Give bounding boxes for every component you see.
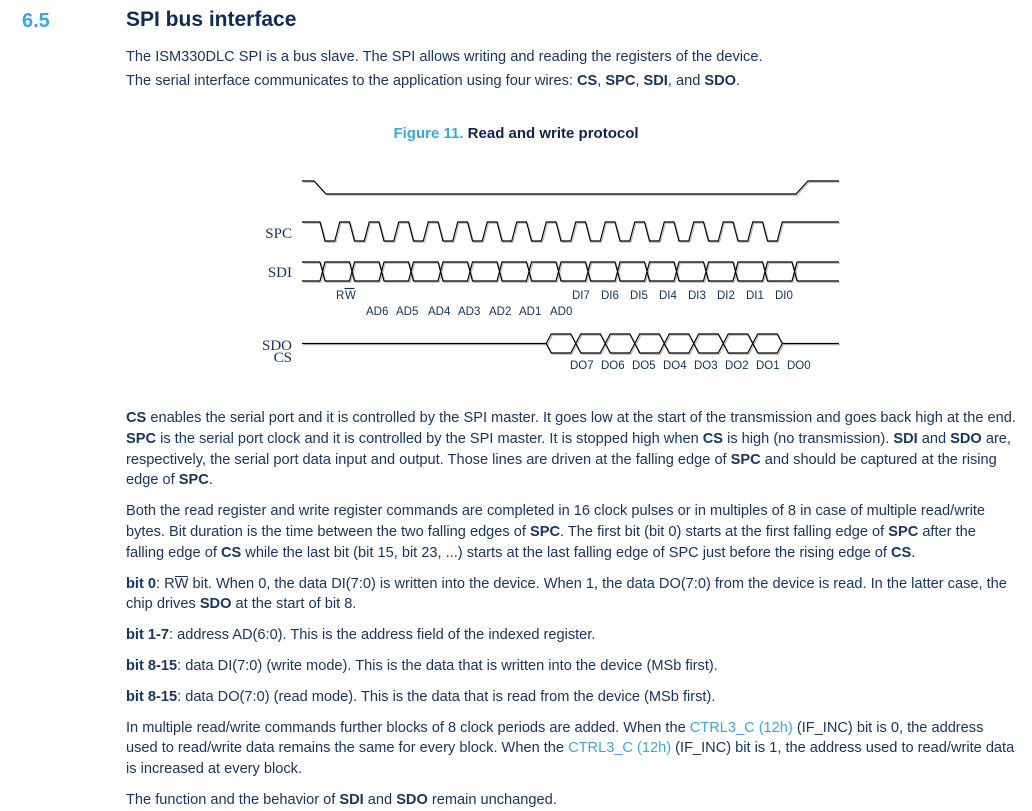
p1-t10: are, respectively, the serial port data input and output. Those lines are driven at the falling edge of — [126, 430, 1011, 468]
p2-t3: . The first bit (bit 0) starts at the first falling edge of — [560, 523, 889, 540]
intro-line-2-end: . — [736, 73, 741, 89]
p3-t6: at the start of bit 8. — [231, 596, 357, 613]
section-heading — [0, 8, 1032, 44]
data-in-bit-labels — [572, 290, 793, 302]
bit-label-ad6: AD6 — [366, 306, 389, 318]
bit-label-ad1: AD1 — [519, 306, 542, 318]
p1-t2: enables the serial port and it is controlled by the SPI master. It goes low at the start of the transmission and goes back high at the end. — [146, 410, 1016, 426]
paragraph-clock-pulses — [126, 501, 1018, 563]
signal-label-cs: CS — [273, 350, 292, 366]
bold-bit-0: bit 0 — [126, 575, 156, 592]
signal-label-sdi: SDI — [267, 265, 292, 281]
p4-t2: : address AD(6:0). This is the address field of the indexed register. — [168, 627, 596, 644]
body-text — [126, 408, 1018, 811]
intro-paragraphs — [126, 46, 1016, 94]
bold-bit-8-15-write: bit 8-15 — [126, 657, 178, 674]
p3-t2: : R — [156, 575, 175, 592]
bold-sdo-3: SDO — [396, 791, 428, 808]
sep-3: , and — [667, 73, 705, 89]
signal-name-cs: CS — [577, 73, 598, 89]
p3-t4: bit. When 0, the data DI(7:0) is written into the device. When 1, the data DO(7:0) from the device is read. In the latter case, the chip drives — [126, 575, 1007, 613]
timing-diagram — [0, 160, 1032, 385]
bold-cs-3: CS — [220, 544, 242, 561]
waveform-sdi — [302, 262, 840, 282]
bold-cs-2: CS — [702, 430, 724, 447]
bit-label-di7: DI7 — [572, 290, 590, 302]
bold-spc-2: SPC — [730, 451, 761, 468]
signal-name-spc: SPC — [605, 73, 636, 89]
bit-label-di1: DI1 — [746, 290, 764, 302]
paragraph-bit-1-7 — [126, 625, 1018, 646]
paragraph-cs-spc-description — [126, 408, 1018, 491]
p1-t8: and — [917, 430, 951, 447]
intro-line-2-prefix: The serial interface communicates to the application using four wires: — [126, 73, 578, 89]
register-link-ctrl3c-2[interactable]: CTRL3_C (12h) — [568, 740, 672, 757]
p1-t14: . — [208, 472, 213, 489]
data-out-bit-labels — [570, 360, 811, 372]
bit-label-di4: DI4 — [659, 290, 677, 302]
bold-sdi-1: SDI — [893, 430, 918, 447]
p7-t3: (IF_INC) bit is 0, the address used to read/write data remains the same for every block. When the — [126, 719, 984, 757]
p1-t6: is high (no transmission). — [723, 430, 894, 447]
bit-label-di3: DI3 — [688, 290, 706, 302]
p2-t7: while the last bit (bit 15, bit 23, ...) starts at the last falling edge of SPC just before the rising edge of — [241, 544, 891, 561]
p7-t5: (IF_INC) bit is 1, the address used to read/write data is increased at every block. — [126, 740, 1015, 778]
bit-label-ad3: AD3 — [458, 306, 481, 318]
paragraph-bit-8-15-write — [126, 656, 1018, 677]
bit-label-do3: DO3 — [694, 360, 718, 372]
bold-sdi-2: SDI — [339, 791, 364, 808]
p8-t5: remain unchanged. — [427, 791, 557, 808]
bold-spc-5: SPC — [888, 523, 919, 540]
p8-t1: The function and the behavior of — [126, 791, 340, 808]
p2-t9: . — [911, 544, 916, 561]
paragraph-function-behavior — [126, 790, 1018, 811]
p6-t2: : data DO(7:0) (read mode). This is the data that is read from the device (MSb first). — [177, 688, 716, 705]
intro-line-1-text: The ISM330DLC SPI is a bus slave. The SPI allows writing and reading the registers of the device. — [126, 49, 763, 65]
bold-cs-1: CS — [126, 410, 147, 426]
bold-cs-4: CS — [891, 544, 912, 561]
p2-t5: after the falling edge of — [126, 523, 976, 561]
sep-2: , — [635, 73, 644, 89]
signal-name-sdo: SDO — [704, 73, 736, 89]
bold-sdo-2: SDO — [199, 596, 232, 613]
bit-label-ad0: AD0 — [550, 306, 573, 318]
bold-spc-4: SPC — [530, 523, 561, 540]
signal-label-sdo: SDO — [261, 338, 292, 354]
bit-label-do5: DO5 — [632, 360, 656, 372]
paragraph-bit-0 — [126, 574, 1018, 616]
p1-t12: and should be captured at the rising edge of — [126, 451, 997, 489]
bit-label-di5: DI5 — [630, 290, 648, 302]
sep-1: , — [597, 73, 606, 89]
bold-spc-3: SPC — [178, 472, 209, 489]
p3-overline-w: W — [174, 575, 189, 592]
signal-label-spc: SPC — [265, 226, 292, 242]
p7-t1: In multiple read/write commands further blocks of 8 clock periods are added. When the — [126, 719, 690, 736]
intro-line-1 — [126, 46, 1016, 69]
address-bit-labels — [366, 306, 572, 318]
rw-label-r: R — [336, 290, 345, 302]
figure-number: Figure 11. — [393, 125, 464, 142]
register-link-ctrl3c-1[interactable]: CTRL3_C (12h) — [689, 719, 793, 736]
figure-title: Read and write protocol — [467, 125, 639, 142]
bit-label-di6: DI6 — [601, 290, 619, 302]
bit-label-do7: DO7 — [570, 360, 594, 372]
bit-label-do0: DO0 — [787, 360, 811, 372]
bit-label-ad2: AD2 — [489, 306, 512, 318]
paragraph-bit-8-15-read — [126, 687, 1018, 708]
bold-bit-8-15-read: bit 8-15 — [126, 688, 178, 705]
bit-label-do4: DO4 — [663, 360, 687, 372]
bit-label-do2: DO2 — [725, 360, 749, 372]
intro-line-2 — [126, 70, 1016, 93]
waveform-cs — [302, 181, 840, 195]
bit-label-ad5: AD5 — [396, 306, 419, 318]
waveform-spc — [302, 222, 840, 242]
paragraph-multiple-readwrite — [126, 718, 1018, 780]
p5-t2: : data DI(7:0) (write mode). This is the data that is written into the device (MSb first). — [177, 657, 718, 674]
bit-label-do6: DO6 — [601, 360, 625, 372]
timing-diagram-svg — [0, 160, 1032, 385]
bit-label-di2: DI2 — [717, 290, 735, 302]
bit-label-ad4: AD4 — [428, 306, 451, 318]
figure-caption — [0, 125, 1032, 142]
p2-t1: Both the read register and write register commands are completed in 16 clock pulses or in multiples of 8 in case of multiple read/write bytes. Bit duration is the time between the two falling edges of — [126, 503, 986, 540]
page-title: SPI bus interface — [126, 8, 297, 31]
signal-name-sdi: SDI — [643, 73, 668, 89]
p8-t3: and — [363, 791, 397, 808]
bold-spc-1: SPC — [126, 430, 157, 447]
p1-t4: is the serial port clock and it is controlled by the SPI master. It is stopped high when — [156, 430, 703, 447]
rw-label-w: W — [345, 290, 356, 302]
rw-bit-label — [336, 289, 356, 303]
bold-sdo-1: SDO — [950, 430, 982, 447]
bold-bit-1-7: bit 1-7 — [126, 627, 169, 644]
bit-label-di0: DI0 — [775, 290, 793, 302]
section-number: 6.5 — [22, 10, 50, 32]
waveform-sdo — [302, 334, 840, 354]
bit-label-do1: DO1 — [756, 360, 780, 372]
